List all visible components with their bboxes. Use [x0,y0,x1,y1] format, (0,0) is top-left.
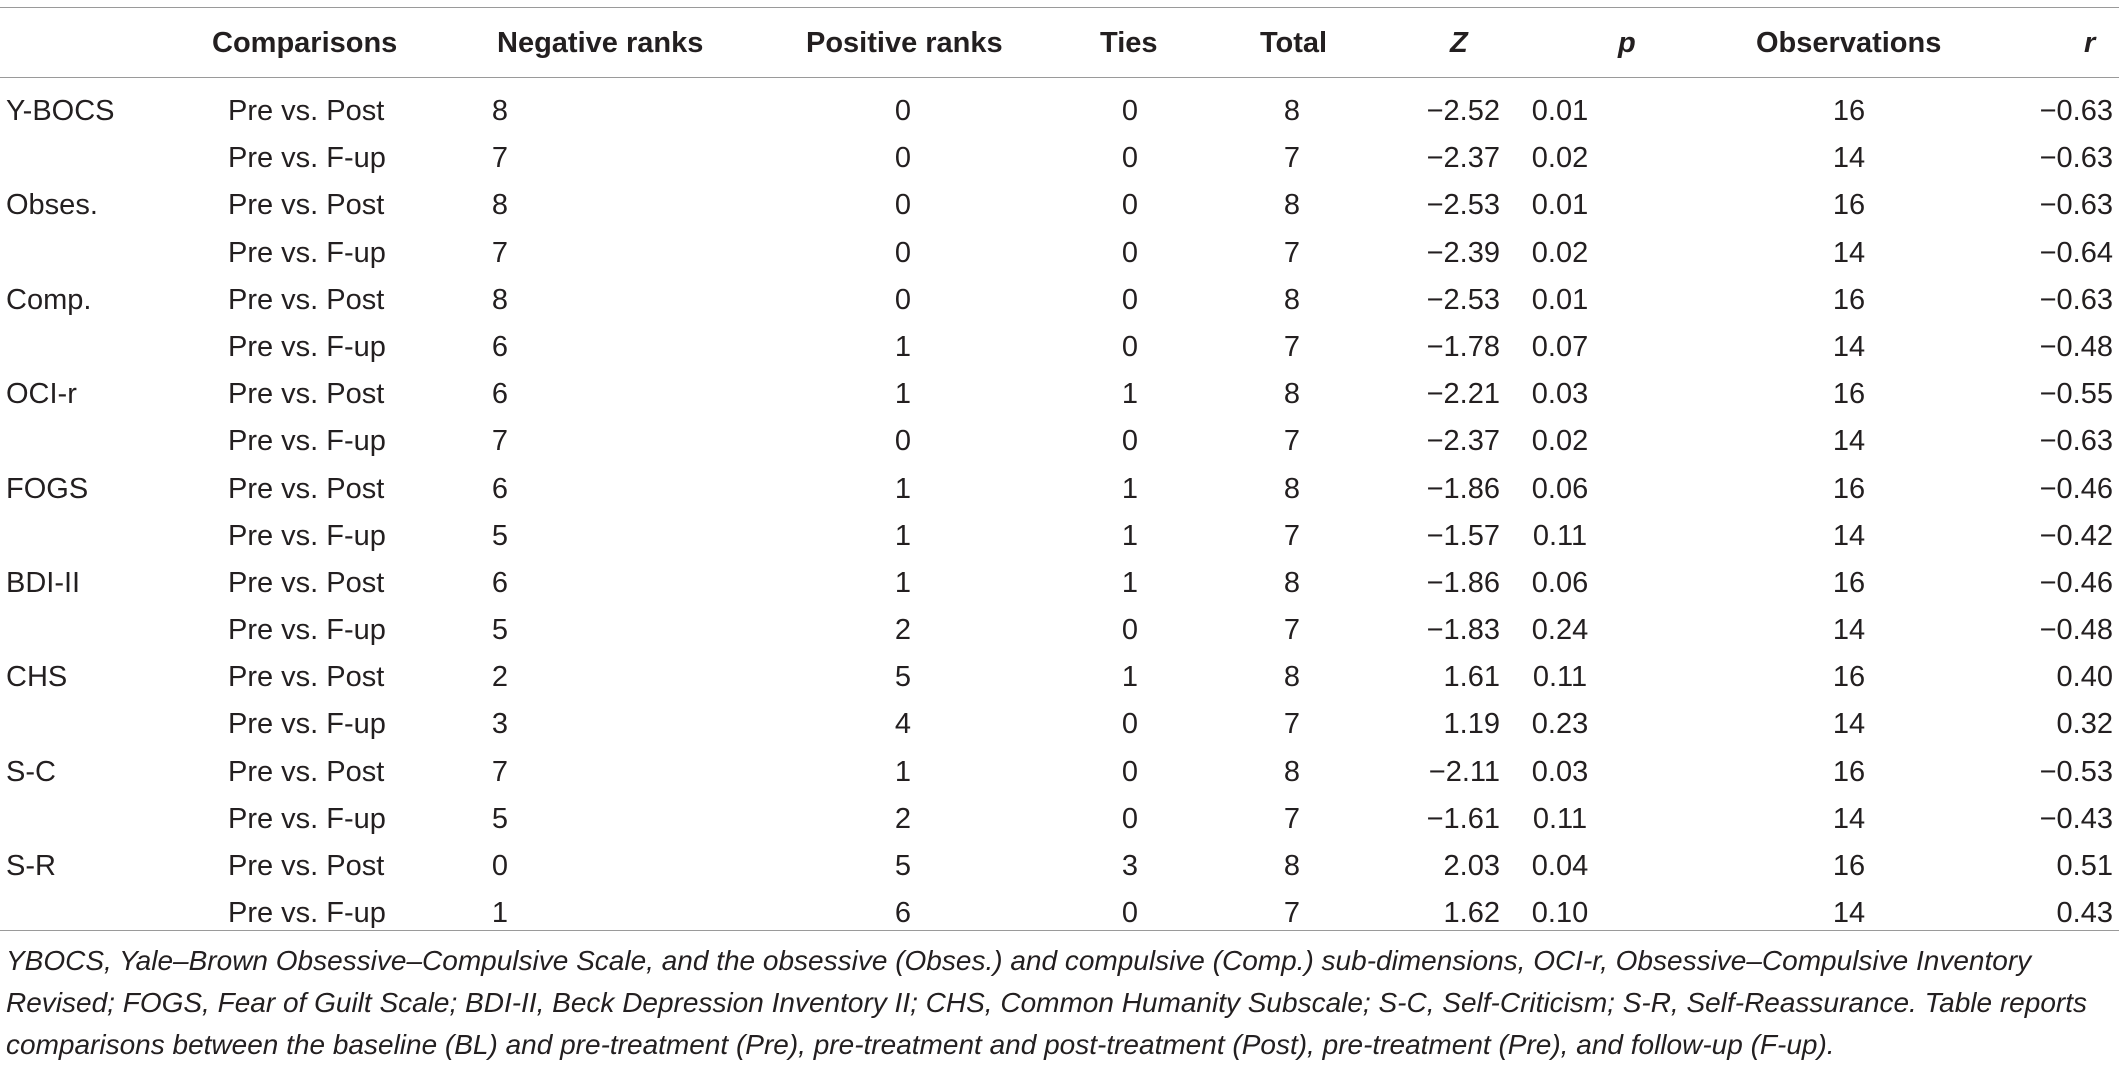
cell-ties: 1 [1121,661,1139,694]
table-row [0,749,2119,796]
cell-negative-ranks: 6 [491,566,509,599]
cell-z: −1.57 [1426,519,1500,552]
cell-p: 0.11 [1532,519,1588,552]
cell-positive-ranks: 2 [894,614,912,647]
cell-ties: 0 [1121,425,1139,458]
cell-total: 8 [1283,850,1301,882]
cell-total: 7 [1283,236,1301,269]
table-header-row [0,15,2119,71]
table-top-rule [0,7,2119,8]
cell-positive-ranks: 4 [894,708,912,741]
cell-measure: OCI-r [6,378,77,411]
cell-total: 7 [1283,519,1301,552]
cell-measure: Comp. [6,283,92,316]
cell-negative-ranks: 0 [491,850,509,882]
cell-r: −0.63 [2039,425,2113,458]
header-positive-ranks: Positive ranks [806,27,1003,59]
cell-positive-ranks: 0 [894,189,912,222]
cell-observations: 14 [1832,802,1866,835]
cell-total: 8 [1283,755,1301,788]
cell-total: 7 [1283,425,1301,458]
cell-negative-ranks: 8 [491,95,509,127]
cell-positive-ranks: 5 [894,850,912,882]
table-row [0,135,2119,182]
cell-total: 8 [1283,378,1301,411]
cell-comparison: Pre vs. F-up [228,425,386,458]
cell-r: −0.46 [2039,472,2113,505]
cell-measure: CHS [6,661,68,694]
cell-ties: 0 [1121,614,1139,647]
table-row [0,466,2119,513]
cell-observations: 14 [1832,519,1866,552]
cell-ties: 0 [1121,283,1139,316]
cell-r: −0.64 [2039,236,2113,269]
header-negative-ranks: Negative ranks [497,27,704,59]
cell-ties: 1 [1121,519,1139,552]
table-footnote: YBOCS, Yale–Brown Obsessive–Compulsive Scale, and the obsessive (Obses.) and compulsive (Comp.) sub-dimensions, OCI-r, Obsessive–Compulsive Inventory Revised; FOGS, Fear of Guilt Scale; BDI-II, Beck Depression Inventory II; CHS, Common Humanity Subscale; S-C, Self-Criticism; S-R, Self-Reassurance. Table reports comparisons between the baseline (BL) and pre-treatment (Pre), pre-treatment and post-treatment (Post), pre-treatment (Pre), and follow-up (F-up). [6,945,2087,1060]
cell-positive-ranks: 0 [894,142,912,175]
cell-p: 0.02 [1531,236,1589,269]
cell-comparison: Pre vs. F-up [228,236,386,269]
cell-r: −0.43 [2039,802,2113,835]
cell-negative-ranks: 7 [491,425,509,458]
cell-total: 7 [1283,802,1301,835]
header-observations: Observations [1756,27,1942,59]
cell-total: 8 [1283,95,1301,127]
cell-ties: 0 [1121,897,1139,930]
table-row [0,654,2119,701]
cell-observations: 14 [1832,425,1866,458]
cell-observations: 14 [1832,897,1866,930]
cell-negative-ranks: 8 [491,189,509,222]
cell-total: 8 [1283,566,1301,599]
header-comparisons: Comparisons [212,27,398,59]
cell-ties: 0 [1121,802,1139,835]
cell-positive-ranks: 2 [894,802,912,835]
cell-negative-ranks: 6 [491,472,509,505]
cell-measure: S-C [6,755,56,788]
cell-z: −1.78 [1426,330,1500,363]
cell-negative-ranks: 5 [491,802,509,835]
cell-positive-ranks: 1 [894,472,912,505]
cell-observations: 16 [1832,95,1866,127]
cell-ties: 0 [1121,330,1139,363]
cell-measure: Obses. [6,189,98,222]
cell-observations: 14 [1832,614,1866,647]
cell-r: −0.42 [2039,519,2113,552]
table-row [0,324,2119,371]
cell-comparison: Pre vs. Post [228,755,385,788]
cell-positive-ranks: 1 [894,755,912,788]
cell-ties: 0 [1121,189,1139,222]
cell-negative-ranks: 7 [491,142,509,175]
cell-ties: 1 [1121,566,1139,599]
cell-observations: 14 [1832,708,1866,741]
cell-comparison: Pre vs. Post [228,850,385,882]
cell-comparison: Pre vs. Post [228,283,385,316]
cell-total: 8 [1283,189,1301,222]
cell-z: −2.52 [1426,95,1500,127]
cell-positive-ranks: 1 [894,378,912,411]
cell-observations: 14 [1832,330,1866,363]
cell-observations: 16 [1832,378,1866,411]
cell-total: 7 [1283,330,1301,363]
table-header-rule [0,77,2119,78]
cell-positive-ranks: 5 [894,661,912,694]
cell-comparison: Pre vs. Post [228,95,385,127]
cell-comparison: Pre vs. Post [228,189,385,222]
cell-measure: FOGS [6,472,89,505]
header-total: Total [1260,27,1328,59]
table-body [0,88,2119,937]
table-row [0,277,2119,324]
cell-ties: 1 [1121,472,1139,505]
cell-r: −0.53 [2039,755,2113,788]
cell-z: −2.21 [1426,378,1500,411]
cell-z: −2.53 [1426,189,1500,222]
cell-positive-ranks: 0 [894,236,912,269]
cell-observations: 16 [1832,472,1866,505]
cell-z: 1.61 [1443,661,1500,694]
cell-comparison: Pre vs. F-up [228,330,386,363]
cell-negative-ranks: 6 [491,378,509,411]
cell-ties: 1 [1121,378,1139,411]
cell-z: −2.37 [1426,425,1500,458]
cell-z: −2.39 [1426,236,1500,269]
cell-p: 0.02 [1531,425,1589,458]
cell-p: 0.06 [1531,472,1589,505]
cell-total: 7 [1283,614,1301,647]
cell-total: 8 [1283,472,1301,505]
header-p: p [1618,27,1636,59]
table-bottom-rule [0,930,2119,931]
cell-observations: 16 [1832,283,1866,316]
cell-comparison: Pre vs. F-up [228,142,386,175]
cell-z: −1.83 [1426,614,1500,647]
cell-negative-ranks: 1 [491,897,509,930]
cell-total: 7 [1283,142,1301,175]
cell-measure: S-R [6,850,56,882]
cell-r: −0.46 [2039,566,2113,599]
cell-r: −0.63 [2039,95,2113,127]
cell-ties: 3 [1121,850,1139,882]
cell-measure: BDI-II [6,566,81,599]
cell-p: 0.10 [1531,897,1589,930]
cell-comparison: Pre vs. F-up [228,519,386,552]
cell-comparison: Pre vs. Post [228,378,385,411]
cell-p: 0.04 [1531,850,1589,882]
cell-positive-ranks: 1 [894,519,912,552]
cell-comparison: Pre vs. F-up [228,614,386,647]
table-row [0,796,2119,843]
cell-negative-ranks: 5 [491,519,509,552]
header-r: r [2084,27,2096,59]
table-row [0,182,2119,229]
cell-comparison: Pre vs. F-up [228,802,386,835]
cell-positive-ranks: 0 [894,283,912,316]
cell-comparison: Pre vs. Post [228,661,385,694]
cell-z: 1.62 [1443,897,1500,930]
cell-r: −0.48 [2039,330,2113,363]
cell-positive-ranks: 1 [894,566,912,599]
cell-z: −1.86 [1426,566,1500,599]
table-row [0,513,2119,560]
cell-total: 8 [1283,283,1301,316]
cell-ties: 0 [1121,708,1139,741]
table-row [0,560,2119,607]
cell-r: 0.43 [2056,897,2113,930]
cell-negative-ranks: 7 [491,755,509,788]
cell-negative-ranks: 6 [491,330,509,363]
table-row [0,88,2119,135]
cell-r: −0.63 [2039,283,2113,316]
cell-observations: 14 [1832,236,1866,269]
cell-comparison: Pre vs. F-up [228,897,386,930]
cell-total: 7 [1283,708,1301,741]
cell-r: 0.51 [2056,850,2113,882]
cell-p: 0.03 [1531,755,1589,788]
cell-ties: 0 [1121,142,1139,175]
cell-r: −0.63 [2039,189,2113,222]
cell-negative-ranks: 2 [491,661,509,694]
cell-negative-ranks: 3 [491,708,509,741]
cell-z: −1.61 [1426,802,1500,835]
cell-comparison: Pre vs. Post [228,472,385,505]
cell-observations: 16 [1832,189,1866,222]
cell-observations: 16 [1832,566,1866,599]
cell-p: 0.11 [1532,802,1588,835]
cell-negative-ranks: 8 [491,283,509,316]
cell-z: 2.03 [1443,850,1500,882]
cell-total: 8 [1283,661,1301,694]
header-z: Z [1450,27,1468,59]
cell-comparison: Pre vs. F-up [228,708,386,741]
cell-negative-ranks: 5 [491,614,509,647]
cell-p: 0.24 [1531,614,1589,647]
cell-r: 0.40 [2056,661,2113,694]
header-ties: Ties [1100,27,1158,59]
cell-measure: Y-BOCS [6,95,115,127]
cell-p: 0.06 [1531,566,1589,599]
cell-p: 0.11 [1532,661,1588,694]
cell-p: 0.01 [1531,283,1589,316]
cell-p: 0.02 [1531,142,1589,175]
cell-p: 0.07 [1531,330,1589,363]
cell-positive-ranks: 6 [894,897,912,930]
cell-ties: 0 [1121,755,1139,788]
cell-observations: 14 [1832,142,1866,175]
table-row [0,371,2119,418]
cell-r: −0.63 [2039,142,2113,175]
table-row [0,701,2119,748]
cell-negative-ranks: 7 [491,236,509,269]
cell-observations: 16 [1832,755,1866,788]
cell-total: 7 [1283,897,1301,930]
cell-ties: 0 [1121,95,1139,127]
cell-positive-ranks: 0 [894,425,912,458]
table-row [0,230,2119,277]
table-row [0,418,2119,465]
cell-positive-ranks: 1 [894,330,912,363]
cell-ties: 0 [1121,236,1139,269]
cell-z: −2.11 [1428,755,1500,788]
cell-r: −0.48 [2039,614,2113,647]
cell-observations: 16 [1832,850,1866,882]
cell-p: 0.03 [1531,378,1589,411]
cell-z: −2.37 [1426,142,1500,175]
cell-p: 0.23 [1531,708,1589,741]
table-row [0,607,2119,654]
cell-r: −0.55 [2039,378,2113,411]
cell-p: 0.01 [1531,189,1589,222]
cell-z: 1.19 [1443,708,1500,741]
cell-comparison: Pre vs. Post [228,566,385,599]
cell-positive-ranks: 0 [894,95,912,127]
table-row [0,843,2119,890]
cell-p: 0.01 [1531,95,1589,127]
cell-r: 0.32 [2056,708,2113,741]
cell-z: −1.86 [1426,472,1500,505]
cell-z: −2.53 [1426,283,1500,316]
cell-observations: 16 [1832,661,1866,694]
